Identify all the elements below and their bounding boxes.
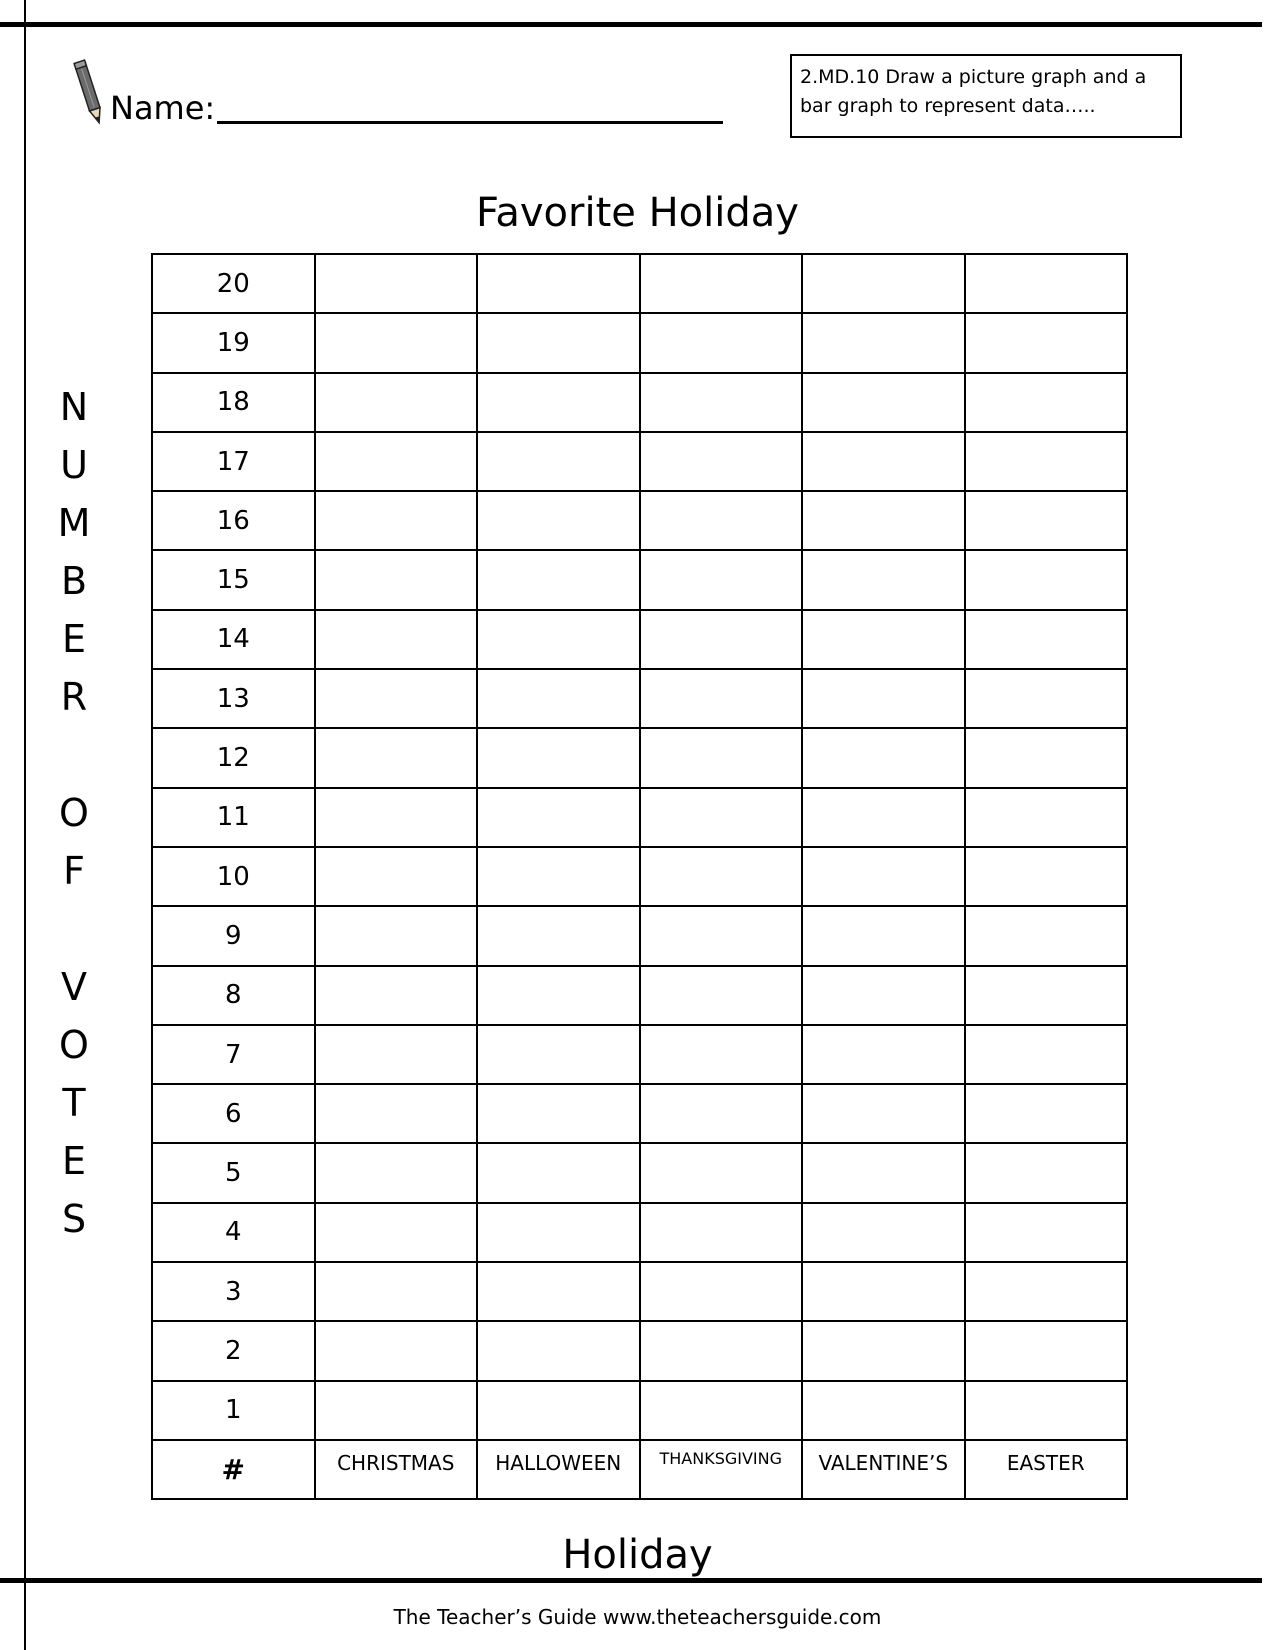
graph-cell[interactable] xyxy=(477,491,640,550)
category-label: THANKSGIVING xyxy=(640,1440,803,1499)
y-axis-letter: U xyxy=(60,443,88,487)
y-axis-letter: R xyxy=(60,675,88,719)
graph-cell[interactable] xyxy=(640,313,803,372)
graph-cell[interactable] xyxy=(965,432,1128,491)
grid-row xyxy=(152,550,1127,609)
graph-cell[interactable] xyxy=(640,550,803,609)
left-margin-rule xyxy=(24,0,26,1650)
y-tick-label: 7 xyxy=(152,1025,315,1084)
graph-cell[interactable] xyxy=(640,1143,803,1202)
graph-cell[interactable] xyxy=(802,1025,965,1084)
graph-cell[interactable] xyxy=(640,669,803,728)
graph-cell[interactable] xyxy=(965,906,1128,965)
graph-cell[interactable] xyxy=(640,906,803,965)
graph-cell[interactable] xyxy=(802,906,965,965)
y-axis-letter-space xyxy=(48,900,100,958)
graph-cell[interactable] xyxy=(315,847,478,906)
bar-graph-grid xyxy=(151,253,1128,1500)
grid-row xyxy=(152,610,1127,669)
graph-cell[interactable] xyxy=(965,669,1128,728)
graph-cell[interactable] xyxy=(965,254,1128,313)
graph-cell[interactable] xyxy=(315,1262,478,1321)
graph-cell[interactable] xyxy=(802,491,965,550)
graph-cell[interactable] xyxy=(640,1084,803,1143)
graph-cell[interactable] xyxy=(965,1203,1128,1262)
grid-row xyxy=(152,1143,1127,1202)
graph-cell[interactable] xyxy=(315,1203,478,1262)
y-tick-label: 18 xyxy=(152,373,315,432)
graph-cell[interactable] xyxy=(802,610,965,669)
graph-cell[interactable] xyxy=(477,788,640,847)
grid-row xyxy=(152,669,1127,728)
category-row xyxy=(152,1440,1127,1499)
graph-cell[interactable] xyxy=(965,1025,1128,1084)
graph-cell[interactable] xyxy=(315,1321,478,1380)
grid-row xyxy=(152,1381,1127,1440)
graph-cell[interactable] xyxy=(640,491,803,550)
y-tick-label: 11 xyxy=(152,788,315,847)
graph-cell[interactable] xyxy=(640,966,803,1025)
graph-cell[interactable] xyxy=(640,1381,803,1440)
grid-row xyxy=(152,966,1127,1025)
name-label: Name: xyxy=(110,89,216,127)
graph-cell[interactable] xyxy=(477,254,640,313)
graph-cell[interactable] xyxy=(477,966,640,1025)
y-tick-label: 1 xyxy=(152,1381,315,1440)
pencil-icon xyxy=(70,58,110,128)
y-axis-letter: O xyxy=(59,791,89,835)
category-label: VALENTINE’S xyxy=(802,1440,965,1499)
y-axis-letter: M xyxy=(57,501,91,545)
y-tick-label: 8 xyxy=(152,966,315,1025)
graph-cell[interactable] xyxy=(802,788,965,847)
y-axis-letter: F xyxy=(63,849,85,893)
graph-cell[interactable] xyxy=(965,1381,1128,1440)
y-tick-label: 5 xyxy=(152,1143,315,1202)
graph-cell[interactable] xyxy=(802,313,965,372)
graph-cell[interactable] xyxy=(640,1203,803,1262)
y-tick-label: 19 xyxy=(152,313,315,372)
graph-cell[interactable] xyxy=(802,728,965,787)
graph-cell[interactable] xyxy=(315,432,478,491)
category-label: HALLOWEEN xyxy=(477,1440,640,1499)
top-rule xyxy=(0,22,1262,27)
y-axis-letter: O xyxy=(59,1023,89,1067)
graph-cell[interactable] xyxy=(965,1321,1128,1380)
graph-cell[interactable] xyxy=(802,254,965,313)
y-axis-letter: E xyxy=(61,1139,86,1183)
graph-cell[interactable] xyxy=(640,728,803,787)
graph-cell[interactable] xyxy=(640,847,803,906)
graph-cell[interactable] xyxy=(315,373,478,432)
graph-cell[interactable] xyxy=(477,432,640,491)
category-label: CHRISTMAS xyxy=(315,1440,478,1499)
graph-cell[interactable] xyxy=(640,373,803,432)
y-tick-label: 6 xyxy=(152,1084,315,1143)
graph-cell[interactable] xyxy=(477,373,640,432)
grid-row xyxy=(152,1203,1127,1262)
graph-cell[interactable] xyxy=(965,1143,1128,1202)
graph-cell[interactable] xyxy=(802,966,965,1025)
graph-cell[interactable] xyxy=(315,491,478,550)
graph-cell[interactable] xyxy=(965,550,1128,609)
chart-title: Favorite Holiday xyxy=(476,190,799,236)
graph-cell[interactable] xyxy=(640,1262,803,1321)
graph-cell[interactable] xyxy=(802,847,965,906)
graph-cell[interactable] xyxy=(640,254,803,313)
graph-cell[interactable] xyxy=(477,1084,640,1143)
graph-cell[interactable] xyxy=(802,1203,965,1262)
graph-cell[interactable] xyxy=(315,1084,478,1143)
graph-cell[interactable] xyxy=(640,1321,803,1380)
graph-cell[interactable] xyxy=(802,1084,965,1143)
graph-cell[interactable] xyxy=(802,1143,965,1202)
graph-cell[interactable] xyxy=(640,432,803,491)
x-axis-title: Holiday xyxy=(562,1532,713,1578)
graph-cell[interactable] xyxy=(640,788,803,847)
y-tick-label: 9 xyxy=(152,906,315,965)
name-write-line[interactable] xyxy=(217,121,723,124)
graph-cell[interactable] xyxy=(477,1025,640,1084)
graph-cell[interactable] xyxy=(315,1025,478,1084)
graph-cell[interactable] xyxy=(965,610,1128,669)
graph-cell[interactable] xyxy=(802,432,965,491)
grid-row xyxy=(152,1262,1127,1321)
grid-row xyxy=(152,1084,1127,1143)
graph-cell[interactable] xyxy=(477,610,640,669)
graph-cell[interactable] xyxy=(965,788,1128,847)
corner-label: # xyxy=(152,1440,315,1499)
standard-box: 2.MD.10 Draw a picture graph and a bar graph to represent data….. xyxy=(790,54,1182,138)
y-axis-letter-space xyxy=(48,726,100,784)
y-tick-label: 13 xyxy=(152,669,315,728)
graph-cell[interactable] xyxy=(477,1143,640,1202)
graph-cell[interactable] xyxy=(315,966,478,1025)
category-label: EASTER xyxy=(965,1440,1128,1499)
y-axis-letter: E xyxy=(61,617,86,661)
y-tick-label: 3 xyxy=(152,1262,315,1321)
graph-cell[interactable] xyxy=(640,1025,803,1084)
grid-row xyxy=(152,254,1127,313)
y-tick-label: 14 xyxy=(152,610,315,669)
graph-cell[interactable] xyxy=(315,610,478,669)
footer-credit: The Teacher’s Guide www.theteachersguide.com xyxy=(393,1605,882,1629)
y-tick-label: 4 xyxy=(152,1203,315,1262)
graph-cell[interactable] xyxy=(315,550,478,609)
graph-cell[interactable] xyxy=(802,550,965,609)
graph-cell[interactable] xyxy=(315,728,478,787)
graph-cell[interactable] xyxy=(802,373,965,432)
graph-cell[interactable] xyxy=(315,313,478,372)
graph-cell[interactable] xyxy=(965,966,1128,1025)
grid-row xyxy=(152,432,1127,491)
graph-cell[interactable] xyxy=(477,550,640,609)
graph-cell[interactable] xyxy=(802,1321,965,1380)
graph-cell[interactable] xyxy=(802,669,965,728)
y-tick-label: 20 xyxy=(152,254,315,313)
graph-cell[interactable] xyxy=(315,906,478,965)
grid-row xyxy=(152,373,1127,432)
graph-cell[interactable] xyxy=(477,1262,640,1321)
graph-cell[interactable] xyxy=(477,1321,640,1380)
y-tick-label: 12 xyxy=(152,728,315,787)
graph-cell[interactable] xyxy=(315,1143,478,1202)
grid-row xyxy=(152,728,1127,787)
grid-row xyxy=(152,1321,1127,1380)
grid-row xyxy=(152,1025,1127,1084)
y-axis-letter: V xyxy=(61,965,87,1009)
graph-cell[interactable] xyxy=(477,728,640,787)
graph-cell[interactable] xyxy=(315,254,478,313)
grid-row xyxy=(152,313,1127,372)
graph-cell[interactable] xyxy=(965,1262,1128,1321)
y-tick-label: 2 xyxy=(152,1321,315,1380)
graph-cell[interactable] xyxy=(477,906,640,965)
y-tick-label: 17 xyxy=(152,432,315,491)
graph-cell[interactable] xyxy=(965,1084,1128,1143)
graph-cell[interactable] xyxy=(477,847,640,906)
graph-cell[interactable] xyxy=(802,1381,965,1440)
graph-cell[interactable] xyxy=(965,373,1128,432)
y-axis-letter: N xyxy=(59,385,89,429)
graph-cell[interactable] xyxy=(315,1381,478,1440)
graph-cell[interactable] xyxy=(965,491,1128,550)
y-tick-label: 10 xyxy=(152,847,315,906)
graph-cell[interactable] xyxy=(477,669,640,728)
graph-cell[interactable] xyxy=(477,1203,640,1262)
y-axis-letter: T xyxy=(62,1081,86,1125)
graph-cell[interactable] xyxy=(965,313,1128,372)
graph-cell[interactable] xyxy=(640,610,803,669)
grid-row xyxy=(152,906,1127,965)
y-tick-label: 15 xyxy=(152,550,315,609)
graph-cell[interactable] xyxy=(477,1381,640,1440)
y-tick-label: 16 xyxy=(152,491,315,550)
graph-cell[interactable] xyxy=(315,788,478,847)
y-axis-letter: S xyxy=(61,1197,87,1241)
y-axis-letter: B xyxy=(60,559,88,603)
name-field-group xyxy=(110,88,723,128)
graph-cell[interactable] xyxy=(965,847,1128,906)
grid-row xyxy=(152,847,1127,906)
graph-cell[interactable] xyxy=(315,669,478,728)
graph-cell[interactable] xyxy=(965,728,1128,787)
y-axis-title xyxy=(48,378,100,1248)
graph-cell[interactable] xyxy=(802,1262,965,1321)
graph-cell[interactable] xyxy=(477,313,640,372)
grid-row xyxy=(152,491,1127,550)
grid-row xyxy=(152,788,1127,847)
